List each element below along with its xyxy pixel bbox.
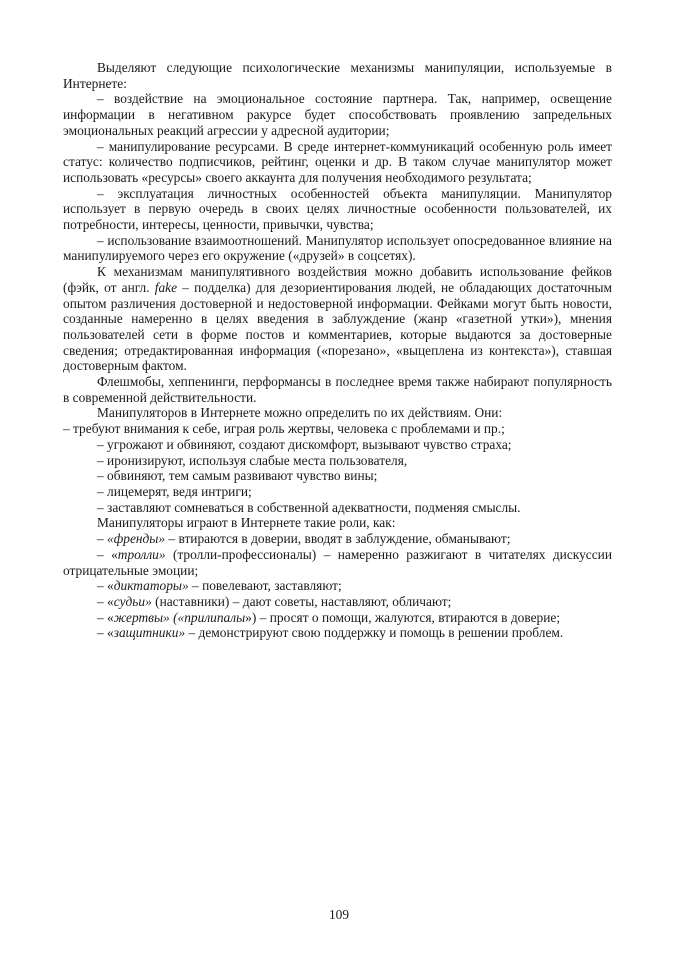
- list-item: – использование взаимоотношений. Манипулятор использует опосредованное влияние на манипулируемого через его окружение («друзей» в соцсетях).: [63, 232, 612, 264]
- role-term: «френды»: [107, 531, 166, 547]
- role-term: судьи»: [113, 593, 152, 609]
- paragraph: Выделяют следующие психологические механизмы манипуляции, используемые в Интернете:: [63, 60, 612, 91]
- role-item: [63, 531, 612, 547]
- role-description: – демонстрируют свою поддержку и помощь в решении проблем.: [185, 625, 564, 641]
- list-item: – заставляют сомневаться в собственной адекватности, подменяя смыслы.: [97, 499, 521, 515]
- list-item: – манипулирование ресурсами. В среде интернет-коммуникаций особенную роль имеет статус: количество подписчиков, рейтинг, оценки и др. В таком случае манипулятор может использовать «ресурсы» своего аккаунта для получения необходимого результата;: [63, 138, 612, 185]
- role-item: [63, 547, 612, 578]
- role-dash: – «: [97, 546, 118, 562]
- role-description: (тролли-профессионалы) – намеренно разжигают в читателях дискуссии отрицательные эмоции;: [63, 546, 612, 578]
- role-dash: – «: [97, 593, 114, 609]
- role-dash: – «: [97, 578, 114, 594]
- list-item: – обвиняют, тем самым развивают чувство вины;: [97, 468, 378, 484]
- role-dash: – «: [97, 609, 114, 625]
- list-item: – требуют внимания к себе, играя роль жертвы, человека с проблемами и пр.;: [63, 421, 505, 437]
- list-item: – лицемерят, ведя интриги;: [97, 483, 252, 499]
- role-item: [63, 610, 612, 626]
- role-term: защитники»: [113, 625, 186, 641]
- role-item: [63, 625, 612, 641]
- paragraph: К механизмам манипулятивного воздействия можно добавить использование фейков (фэйк, от англ. fake – подделка) для дезориентирования людей, не обладающих достаточным опытом различения достоверной и недостоверной информации. Фейками могут быть новости, созданные намеренно в целях введения в заблуждение (жанр «газетной утки»), мнения пользователей сети в форме постов и комментариев, которые выдаются за достоверные сведения; отредактированная информация («порезано», «выцеплена из контекста»), ставшая достоверным фактом.: [63, 264, 612, 374]
- role-dash: – «: [97, 625, 114, 641]
- role-term: жертвы» («прилипалы: [113, 609, 246, 625]
- role-description: (наставники) – дают советы, наставляют, обличают;: [151, 593, 452, 609]
- page-number: 109: [328, 907, 350, 922]
- paragraph: Манипуляторы играют в Интернете такие роли, как:: [97, 515, 396, 531]
- list-item: – угрожают и обвиняют, создают дискомфорт, вызывают чувство страха;: [97, 436, 512, 452]
- role-term: тролли»: [117, 546, 166, 562]
- role-dash: –: [97, 531, 108, 547]
- role-term: диктаторы»: [113, 578, 189, 594]
- role-description: – втираются в доверии, вводят в заблуждение, обманывают;: [165, 531, 511, 547]
- role-item: [63, 578, 612, 594]
- body-text: [63, 60, 612, 641]
- list-item: – эксплуатация личностных особенностей объекта манипуляции. Манипулятор использует в первую очередь в своих целях личностные особенности пользователей, их потребности, интересы, ценности, привычки, чувства;: [63, 185, 612, 233]
- paragraph: Флешмобы, хеппенинги, перформансы в последнее время также набирают популярность в современной действительности.: [63, 374, 612, 405]
- list-item: – воздействие на эмоциональное состояние партнера. Так, например, освещение информации в негативном ракурсе будет способствовать проявлению запредельных эмоциональных реакций агрессии у адресной аудитории;: [63, 91, 612, 138]
- paragraph: Манипуляторов в Интернете можно определить по их действиям. Они:: [97, 405, 503, 421]
- list-item: – иронизируют, используя слабые места пользователя,: [97, 452, 408, 468]
- role-description: ») – просят о помощи, жалуются, втираются в доверие;: [245, 609, 561, 625]
- role-item: [63, 594, 612, 610]
- role-description: – повелевают, заставляют;: [188, 578, 342, 594]
